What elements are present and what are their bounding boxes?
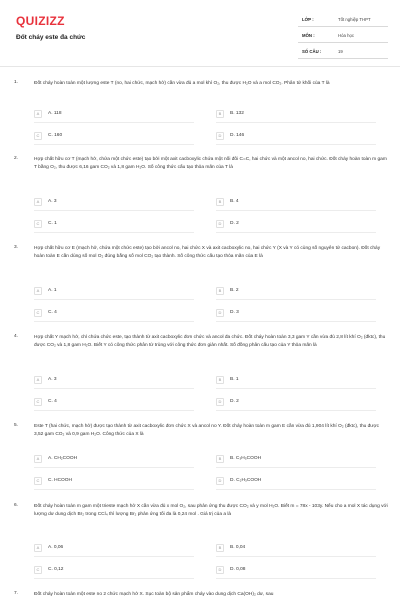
option-letter-badge: B	[216, 110, 224, 118]
option-letter-badge: D	[216, 309, 224, 317]
question-text: Hợp chất hữu cơ E (mạch hở, chứa một chức este) tạo bởi ancol no, hai chức X và axit cacboxylic no, hai chức Y (X và Y có cùng số nguyên tử cacbon). Đốt cháy hoàn toàn E cần dùng số mol O₂ đúng bằng số mol CO₂ tạo thành. Số công thức cấu tạo thỏa mãn của E là	[34, 246, 381, 260]
option-divider	[216, 410, 376, 411]
option-letter-badge: A	[34, 455, 42, 463]
option-text: A. 3	[48, 199, 57, 204]
question-number: 5.	[14, 423, 19, 428]
meta-row-grade	[298, 13, 388, 27]
option-divider	[216, 299, 376, 300]
option-letter-badge: D	[216, 132, 224, 140]
option-letter-badge: B	[216, 198, 224, 206]
option-b[interactable]	[216, 196, 376, 208]
option-text: C. 1	[48, 221, 57, 226]
option-text: D. C₂H₃COOH	[230, 478, 262, 483]
meta-value: 19	[338, 49, 343, 54]
option-text: B. 2	[230, 288, 239, 293]
option-text: B. 0,04	[230, 545, 246, 550]
option-b[interactable]	[216, 453, 376, 465]
option-text: B. 1	[230, 377, 239, 382]
option-divider	[34, 210, 194, 211]
option-divider	[34, 321, 194, 322]
question-text: Este T (hai chức, mạch hở) được tạo thành từ axit cacboxylic đơn chức X và ancol no Y. Đốt cháy hoàn toàn m gam E cần vừa đủ 1,904 lít khí O₂ (đktc), thu được 3,52 gam CO₂ và 0,9 gam H₂O. Công thức của X là	[34, 424, 380, 438]
option-letter-badge: B	[216, 544, 224, 552]
worksheet-title: Đốt cháy este đa chức	[16, 34, 86, 41]
question-text: Đốt cháy hoàn toàn m gam một trieste mạch hở X cần vừa đủ x mol O₂, sau phản ứng thu được CO₂ và y mol H₂O. Biết m = 78x - 103y. Nếu cho a mol X tác dụng với lượng dư dung dịch Br₂ trong CCl₄ thì lượng Br₂ phản ứng tối đa là 0,24 mol . Giá trị của a là	[34, 504, 388, 518]
question-text: Hợp chất Y mạch hở, chỉ chứa chức este, tạo thành từ axit cacboxylic đơn chức và ancol đa chức. Đốt cháy hoàn toàn 3,3 gam Y cần vừa đủ 2,8 lít khí O₂ (đktc), thu được CO₂ và 1,8 gam H₂O. Biết Y có công thức phân tử trùng với công thức đơn giản nhất. Số đồng phân cấu tạo của Y thỏa mãn là	[34, 335, 386, 349]
meta-value: Tốt nghiệp THPT	[338, 17, 371, 22]
option-d[interactable]	[216, 564, 376, 576]
option-text: D. 2	[230, 399, 239, 404]
option-text: A. 1	[48, 288, 57, 293]
option-d[interactable]	[216, 396, 376, 408]
option-d[interactable]	[216, 130, 376, 142]
option-divider	[34, 467, 194, 468]
option-text: A. 0,06	[48, 545, 64, 550]
option-a[interactable]	[34, 196, 194, 208]
option-letter-badge: D	[216, 566, 224, 574]
option-b[interactable]	[216, 108, 376, 120]
question-text: Đốt cháy hoàn toàn một este no 2 chức mạch hở X. Sục toàn bộ sản phẩm cháy vào dung dịch Ca(OH)₂ dư, sau	[34, 592, 274, 597]
option-letter-badge: A	[34, 198, 42, 206]
option-text: C. HCOOH	[48, 478, 72, 483]
worksheet-meta	[298, 13, 388, 61]
option-letter-badge: C	[34, 309, 42, 317]
meta-key: MÔN :	[302, 33, 315, 38]
option-text: C. 160	[48, 133, 63, 138]
option-letter-badge: C	[34, 477, 42, 485]
option-d[interactable]	[216, 218, 376, 230]
header-divider	[0, 66, 400, 67]
option-letter-badge: D	[216, 477, 224, 485]
option-divider	[216, 122, 376, 123]
question-number: 7.	[14, 591, 19, 596]
meta-key: SỐ CÂU :	[302, 49, 322, 54]
option-a[interactable]	[34, 542, 194, 554]
option-text: C. 4	[48, 399, 57, 404]
option-c[interactable]	[34, 130, 194, 142]
option-divider	[34, 232, 194, 233]
option-letter-badge: A	[34, 287, 42, 295]
option-letter-badge: C	[34, 566, 42, 574]
option-divider	[216, 578, 376, 579]
option-text: D. 0,08	[230, 567, 246, 572]
question-number: 1.	[14, 80, 19, 85]
option-c[interactable]	[34, 218, 194, 230]
option-divider	[216, 388, 376, 389]
option-letter-badge: B	[216, 287, 224, 295]
option-c[interactable]	[34, 564, 194, 576]
option-divider	[216, 467, 376, 468]
option-a[interactable]	[34, 374, 194, 386]
option-text: C. 4	[48, 310, 57, 315]
option-d[interactable]	[216, 475, 376, 487]
question-text: Đốt cháy hoàn toàn một lượng este T (no, hai chức, mạch hở) cần vừa đủ a mol khí O₂, thu được H₂O và a mol CO₂. Phân tử khối của T là	[34, 81, 330, 86]
option-text: D. 146	[230, 133, 245, 138]
option-letter-badge: C	[34, 132, 42, 140]
option-text: B. 132	[230, 111, 244, 116]
question-number: 6.	[14, 503, 19, 508]
option-divider	[216, 321, 376, 322]
option-divider	[34, 299, 194, 300]
option-letter-badge: A	[34, 376, 42, 384]
question-text: Hợp chất hữu cơ T (mạch hở, chứa một chức este) tạo bởi một axit cacboxylic chứa một nối đôi C=C, hai chức và một ancol no, hai chức. Đốt cháy hoàn toàn m gam T bằng O₂, thu được 6,16 gam CO₂ và 1,8 gam H₂O. Số công thức cấu tạo thỏa mãn của T là	[34, 157, 387, 171]
option-letter-badge: D	[216, 398, 224, 406]
option-divider	[216, 232, 376, 233]
option-text: C. 0,12	[48, 567, 64, 572]
option-b[interactable]	[216, 542, 376, 554]
option-d[interactable]	[216, 307, 376, 319]
meta-key: LỚP :	[302, 17, 314, 22]
option-divider	[216, 489, 376, 490]
option-c[interactable]	[34, 475, 194, 487]
question-number: 3.	[14, 245, 19, 250]
option-text: B. C₃H₅COOH	[230, 456, 262, 461]
option-letter-badge: A	[34, 544, 42, 552]
option-c[interactable]	[34, 307, 194, 319]
option-divider	[34, 388, 194, 389]
option-letter-badge: A	[34, 110, 42, 118]
option-divider	[34, 410, 194, 411]
option-divider	[216, 144, 376, 145]
option-b[interactable]	[216, 374, 376, 386]
question-number: 4.	[14, 334, 19, 339]
option-a[interactable]	[34, 453, 194, 465]
option-a[interactable]	[34, 108, 194, 120]
meta-value: Hóa học	[338, 33, 355, 38]
meta-row-question-count	[298, 45, 388, 59]
option-text: A. 118	[48, 111, 62, 116]
option-divider	[216, 556, 376, 557]
meta-row-subject	[298, 29, 388, 43]
option-divider	[34, 489, 194, 490]
option-text: A. 3	[48, 377, 57, 382]
option-text: D. 2	[230, 221, 239, 226]
option-text: D. 3	[230, 310, 239, 315]
option-divider	[216, 210, 376, 211]
option-text: A. CH₂COOH	[48, 456, 78, 461]
option-divider	[34, 578, 194, 579]
option-letter-badge: D	[216, 220, 224, 228]
option-letter-badge: C	[34, 398, 42, 406]
option-divider	[34, 144, 194, 145]
option-letter-badge: C	[34, 220, 42, 228]
question-number: 2.	[14, 156, 19, 161]
quizizz-logo: QUIZIZZ	[16, 14, 65, 28]
option-letter-badge: B	[216, 376, 224, 384]
option-a[interactable]	[34, 285, 194, 297]
option-divider	[34, 122, 194, 123]
option-text: B. 4	[230, 199, 239, 204]
option-b[interactable]	[216, 285, 376, 297]
option-letter-badge: B	[216, 455, 224, 463]
worksheet-header	[0, 0, 400, 68]
option-c[interactable]	[34, 396, 194, 408]
option-divider	[34, 556, 194, 557]
